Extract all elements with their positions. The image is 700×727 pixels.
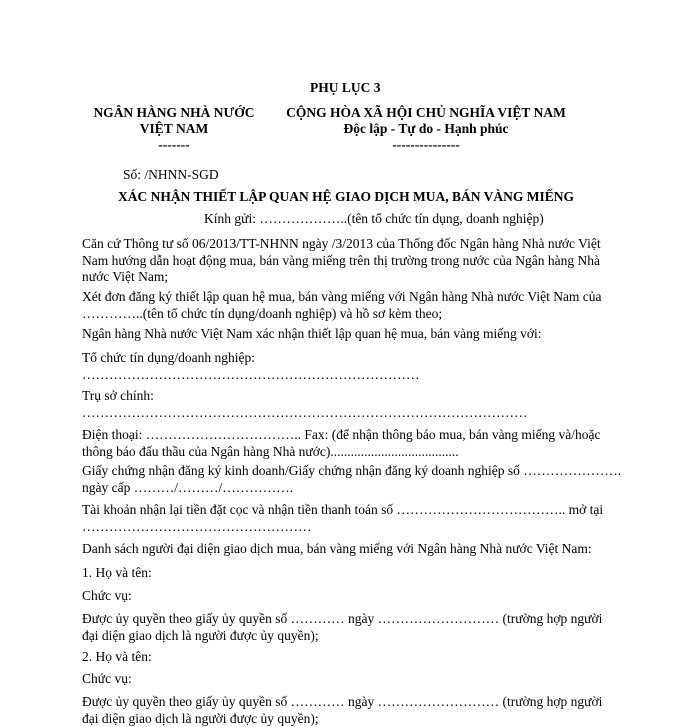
- business-license-paragraph: Giấy chứng nhận đăng ký kinh doanh/Giấy chứng nhận đăng ký doanh nghiệp số …………………. ngày cấp ………/………/…………….: [82, 463, 622, 495]
- organization-field: [82, 350, 622, 383]
- representative-list-heading: Danh sách người đại diện giao dịch mua, bán vàng miếng với Ngân hàng Nhà nước Việt Nam:: [82, 541, 592, 556]
- legal-basis-paragraph: Căn cứ Thông tư số 06/2013/TT-NHNN ngày /3/2013 của Thống đốc Ngân hàng Nhà nước Việt Nam hướng dẫn hoạt động mua, bán vàng miếng trên thị trường trong nước của Ngân hàng Nhà nước Việt Nam;: [82, 236, 601, 284]
- headquarters-dots: ………………………………………………………………………………………: [82, 404, 528, 420]
- rep2-name: 2. Họ và tên:: [82, 649, 152, 664]
- issuer-divider: -------: [158, 137, 190, 152]
- rep2-position: Chức vụ:: [82, 671, 132, 686]
- rep1-authorization: Được ủy quyền theo giấy ủy quyền số ………… ngày ……………………… (trường hợp người đại diện giao dịch là người được ủy quyền);: [82, 611, 603, 643]
- headquarters-label: Trụ sở chính:: [82, 388, 154, 403]
- national-motto: Độc lập - Tự do - Hạnh phúc: [343, 121, 509, 136]
- national-header: [278, 105, 574, 153]
- headquarters-field: [82, 388, 622, 421]
- national-divider: ---------------: [392, 137, 460, 152]
- phone-fax-paragraph: Điện thoại: …………………………….. Fax: (để nhận thông báo mua, bán vàng miếng và/hoặc thông báo đấu thầu của Ngân hàng Nhà nước)......................................: [82, 427, 601, 459]
- document-number: Số: /NHNN-SGD: [123, 167, 219, 182]
- national-name: CỘNG HÒA XÃ HỘI CHỦ NGHĨA VIỆT NAM: [286, 105, 566, 120]
- rep1-position: Chức vụ:: [82, 588, 132, 603]
- appendix-label: PHỤ LỤC 3: [310, 80, 381, 95]
- issuer-header: [86, 105, 262, 153]
- organization-dots: …………………………………………………………………: [82, 366, 420, 382]
- issuer-country: VIỆT NAM: [139, 121, 209, 136]
- rep2-authorization: Được ủy quyền theo giấy ủy quyền số ………… ngày ……………………… (trường hợp người đại diện giao dịch là người được ủy quyền);: [82, 694, 603, 726]
- rep1-name: 1. Họ và tên:: [82, 565, 152, 580]
- issuer-name: NGÂN HÀNG NHÀ NƯỚC: [93, 105, 255, 120]
- recipient-line: Kính gửi: ………………..(tên tổ chức tín dụng, doanh nghiệp): [204, 211, 544, 226]
- document-title: XÁC NHẬN THIẾT LẬP QUAN HỆ GIAO DỊCH MUA, BÁN VÀNG MIẾNG: [118, 189, 575, 204]
- confirmation-paragraph: Ngân hàng Nhà nước Việt Nam xác nhận thiết lập quan hệ mua, bán vàng miếng với:: [82, 326, 542, 341]
- application-paragraph: Xét đơn đăng ký thiết lập quan hệ mua, bán vàng miếng với Ngân hàng Nhà nước Việt Nam của …………..(tên tổ chức tín dụng/doanh nghiệp) và hồ sơ kèm theo;: [82, 289, 602, 321]
- account-paragraph: Tài khoản nhận lại tiền đặt cọc và nhận tiền thanh toán số ……………………………….. mở tại ……………………………………………: [82, 502, 604, 534]
- organization-label: Tổ chức tín dụng/doanh nghiệp:: [82, 350, 256, 365]
